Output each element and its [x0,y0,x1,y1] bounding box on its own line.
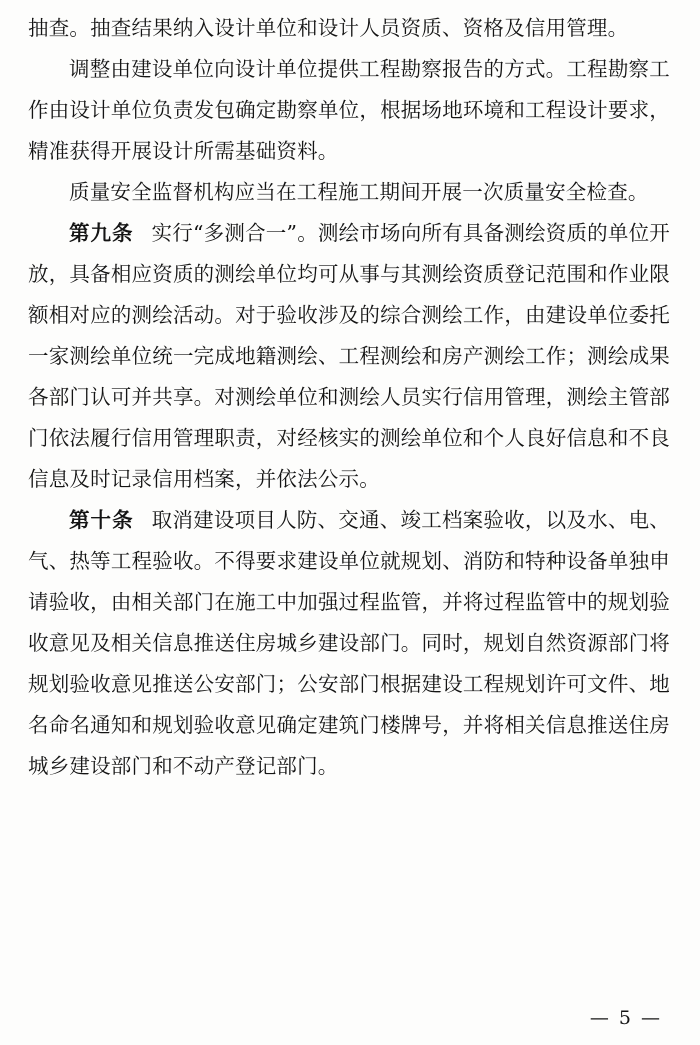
paragraph-quality-supervision [28,172,670,213]
paragraph-text: 质量安全监督机构应当在工程施工期间开展一次质量安全检查。 [69,180,649,204]
paragraph-survey-report [28,49,670,172]
page-footer [0,1007,662,1029]
paragraph-text: 抽查。抽查结果纳入设计单位和设计人员资质、资格及信用管理。 [28,16,629,40]
paragraph-text: 实行“多测合一”。测绘市场向所有具备测绘资质的单位开放，具备相应资质的测绘单位均可从事与其测绘资质登记范围和作业限额相对应的测绘活动。对于验收涉及的综合测绘工作，由建设单位委托一家测绘单位统一完成地籍测绘、工程测绘和房产测绘工作；测绘成果各部门认可并共享。对测绘单位和测绘人员实行信用管理，测绘主管部门依法履行信用管理职责，对经核实的测绘单位和个人良好信息和不良信息及时记录信用档案，并依法公示。 [28,221,670,491]
paragraph-article-ten [28,500,670,787]
paragraph-continuation [28,8,670,49]
page-number: — 5 — [589,1007,662,1029]
paragraph-article-nine [28,213,670,500]
document-body [28,8,670,787]
paragraph-text: 取消建设项目人防、交通、竣工档案验收，以及水、电、气、热等工程验收。不得要求建设单位就规划、消防和特种设备单独申请验收，由相关部门在施工中加强过程监管，并将过程监管中的规划验收意见及相关信息推送住房城乡建设部门。同时，规划自然资源部门将规划验收意见推送公安部门；公安部门根据建设工程规划许可文件、地名命名通知和规划验收意见确定建筑门楼牌号，并将相关信息推送住房城乡建设部门和不动产登记部门。 [28,508,671,778]
paragraph-text: 调整由建设单位向设计单位提供工程勘察报告的方式。工程勘察工作由设计单位负责发包确定勘察单位，根据场地环境和工程设计要求，精准获得开展设计所需基础资料。 [28,57,670,163]
article-label-nine: 第九条 [69,221,134,245]
article-label-ten: 第十条 [69,508,134,532]
